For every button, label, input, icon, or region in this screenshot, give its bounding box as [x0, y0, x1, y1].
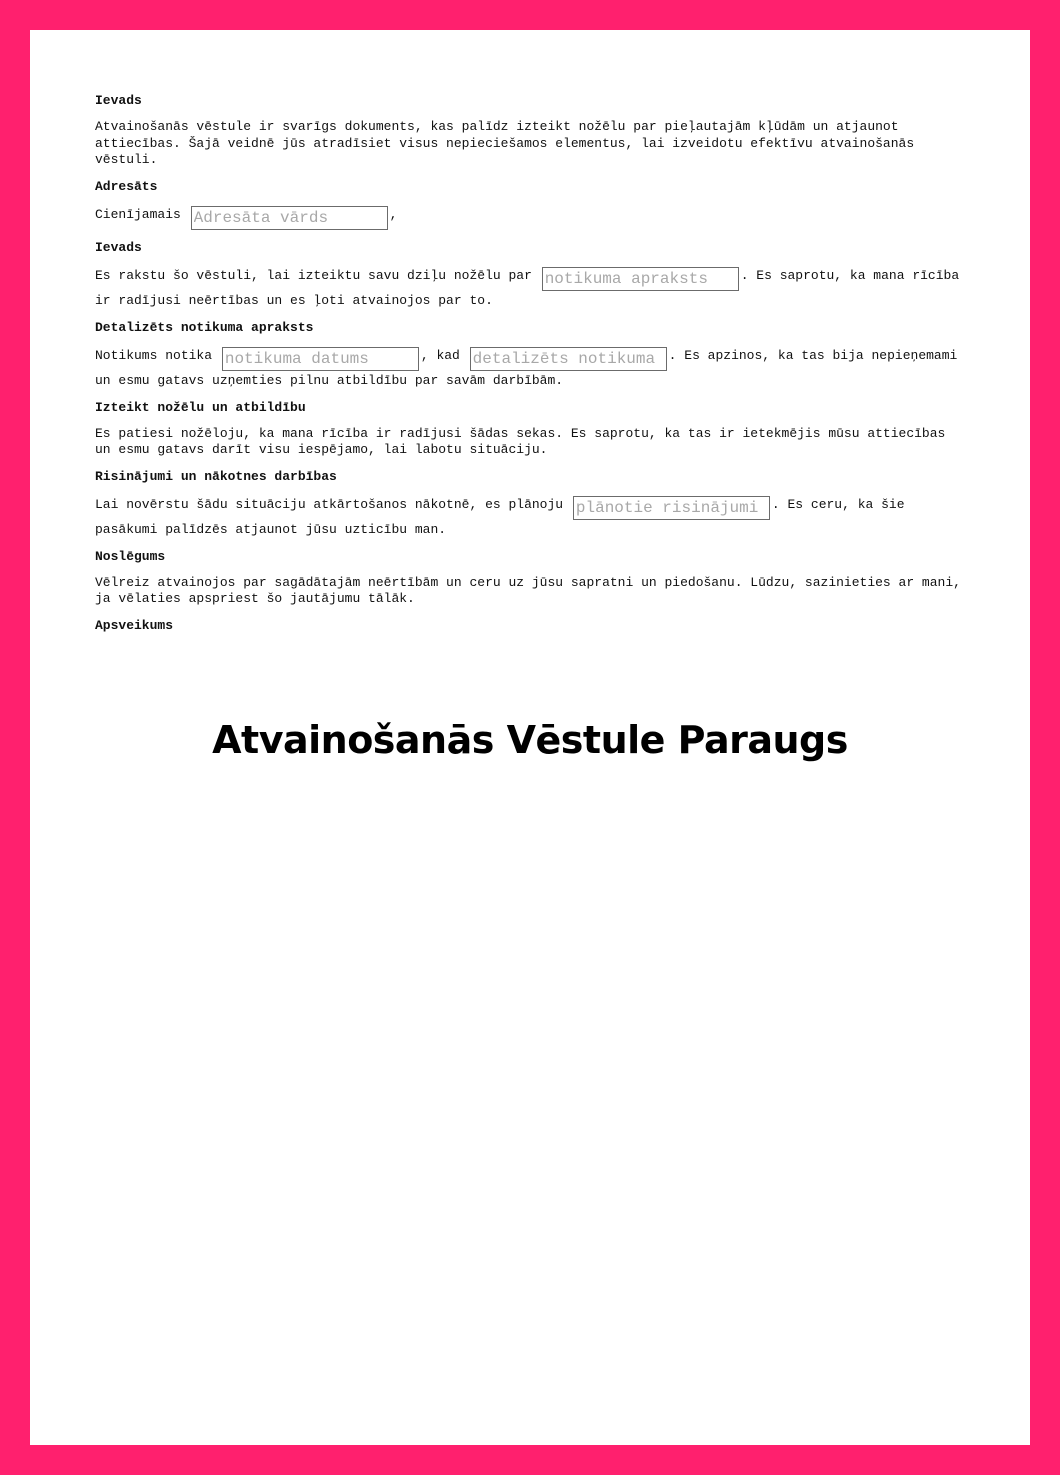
planned-solutions-field[interactable] — [573, 496, 770, 520]
details-text-middle: , kad — [420, 347, 460, 363]
closing-paragraph: Vēlreiz atvainojos par sagādātajām neērtībām un ceru uz jūsu sapratni un piedošanu. Lūdzu, sazinieties ar mani, ja vēlaties apspriest šo jautājumu tālāk. — [95, 574, 961, 606]
section-heading-solutions: Risinājumi un nākotnes darbības — [95, 468, 337, 484]
section-heading-closing: Noslēgums — [95, 548, 166, 564]
section-heading-recipient: Adresāts — [95, 178, 158, 194]
section-heading-regret: Izteikt nožēlu un atbildību — [95, 399, 306, 415]
section-heading-intro-2: Ievads — [95, 239, 142, 255]
section-heading-intro: Ievads — [95, 93, 142, 108]
intro2-text-after: . Es saprotu, ka mana rīcība ir radījusi neērtības un es ļoti atvainojos par to. — [95, 267, 960, 308]
details-text-after: . Es apzinos, ka tas bija nepieņemami un esmu gatavs uzņemties pilnu atbildību par savām darbībām. — [95, 347, 958, 388]
solutions-text-before: Lai novērstu šādu situāciju atkārtošanos nākotnē, es plānoju — [95, 496, 564, 512]
section-heading-details: Detalizēts notikuma apraksts — [95, 319, 314, 335]
event-date-field[interactable] — [222, 347, 419, 371]
section-heading-signoff: Apsveikums — [95, 617, 174, 633]
document-title: Atvainošanās Vēstule Paraugs — [212, 718, 848, 762]
solutions-text-after: . Es ceru, ka šie pasākumi palīdzēs atjaunot jūsu uzticību man. — [95, 496, 905, 537]
details-paragraph — [95, 346, 966, 390]
intro2-text-before: Es rakstu šo vēstuli, lai izteiktu savu dziļu nožēlu par — [95, 267, 532, 283]
details-text-before: Notikums notika — [95, 347, 213, 363]
recipient-paragraph — [95, 205, 966, 230]
event-detail-field[interactable] — [470, 347, 667, 371]
greeting-comma: , — [389, 206, 398, 222]
regret-paragraph: Es patiesi nožēloju, ka mana rīcība ir radījusi šādas sekas. Es saprotu, ka tas ir ietekmējis mūsu attiecības un esmu gatavs darīt visu iespējamo, lai labotu situāciju. — [95, 425, 946, 457]
letter-page — [30, 30, 1030, 1445]
greeting-text: Cienījamais — [95, 206, 181, 222]
intro-paragraph: Atvainošanās vēstule ir svarīgs dokuments, kas palīdz izteikt nožēlu par pieļautajām kļūdām un atjaunot attiecības. Šajā veidnē jūs atradīsiet visus nepieciešamos elementus, lai izveidotu efektīvu atvainošanās vēstuli. — [95, 119, 915, 167]
event-description-field[interactable] — [542, 267, 739, 291]
recipient-name-field[interactable] — [191, 206, 388, 230]
solutions-paragraph — [95, 495, 966, 539]
intro2-paragraph — [95, 266, 966, 310]
